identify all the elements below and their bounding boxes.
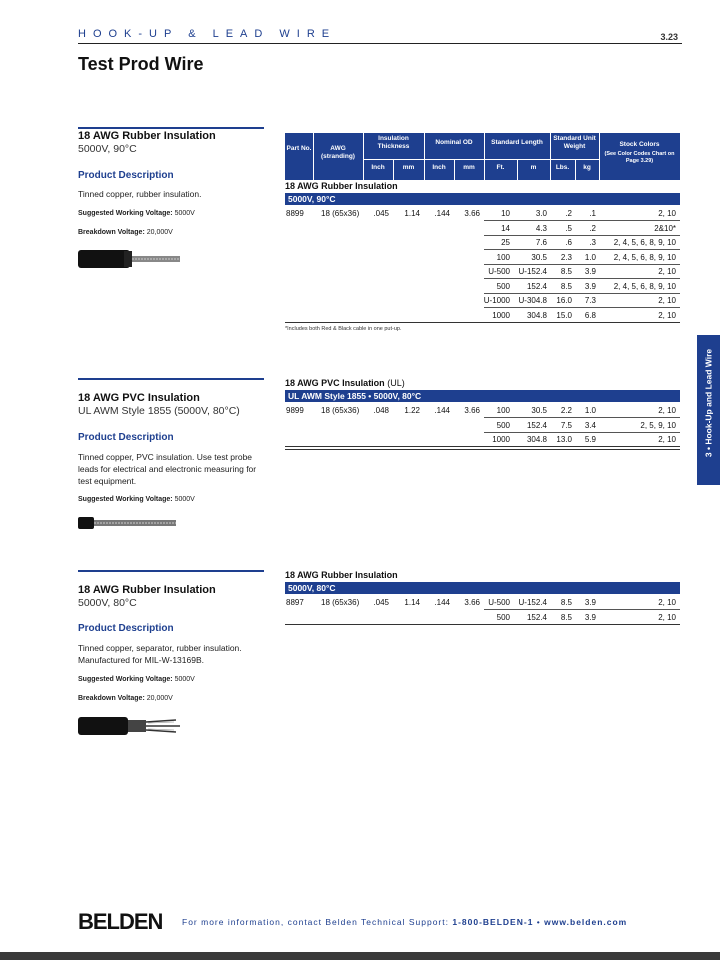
table-cell: .3 — [589, 238, 596, 247]
product-description-heading: Product Description — [78, 170, 174, 181]
wire-image-rubber-separator — [76, 714, 186, 738]
wire-image-pvc — [76, 513, 186, 533]
table-cell: .5 — [565, 223, 572, 233]
col-standard-length: Standard Length — [491, 139, 543, 146]
suggested-voltage: Suggested Working Voltage: 5000V — [78, 496, 195, 503]
breakdown-voltage: Breakdown Voltage: 20,000V — [78, 695, 173, 702]
table-cell: 8.5 — [560, 267, 572, 276]
product-description-text: Tinned copper, PVC insulation. Use test probe leads for electrical and electronic measuring for test equipment. — [78, 452, 257, 486]
side-tab-label: 3 • Hook-Up and Lead Wire — [703, 348, 714, 458]
table-cell: 2, 10 — [658, 435, 676, 444]
table-cell: 30.5 — [531, 406, 547, 415]
table-cell: U-500 — [488, 267, 510, 276]
table-cell: 2.3 — [560, 252, 572, 262]
table-cell: 3.9 — [584, 612, 596, 622]
table-cell: 3.9 — [584, 267, 596, 276]
table-cell: 8.5 — [560, 281, 572, 291]
table-row — [285, 265, 680, 279]
table-cell: 7.6 — [535, 238, 547, 247]
table-cell: 3.4 — [584, 420, 596, 430]
table-cell: 2, 10 — [658, 267, 676, 276]
suggested-voltage: Suggested Working Voltage: 5000V — [78, 676, 195, 683]
col-stock-colors-note: (See Color Codes Chart on Page 3.29) — [604, 151, 675, 164]
table-cell: 25 — [501, 238, 510, 247]
table-cell: .144 — [434, 598, 450, 607]
table-cell: 152.4 — [526, 281, 547, 291]
col-nominal-od: Nominal OD — [435, 139, 473, 146]
table-group-bar: 5000V, 90°C — [285, 193, 680, 205]
table-row — [285, 404, 680, 418]
side-tab — [697, 335, 720, 485]
table-cell: U-500 — [488, 598, 510, 607]
table-row — [285, 596, 680, 610]
table-cell: 8.5 — [560, 612, 572, 622]
sub-inch: Inch — [432, 164, 446, 171]
sub-kg: kg — [583, 164, 591, 171]
table-cell: 2, 4, 5, 6, 8, 9, 10 — [613, 238, 676, 247]
table-cell: 30.5 — [531, 252, 547, 262]
col-awg: AWG (stranding) — [321, 145, 355, 160]
table-cell: .045 — [373, 209, 389, 218]
table-cell: 2, 10 — [658, 296, 676, 305]
table-cell: 3.9 — [584, 281, 596, 291]
table-row — [285, 419, 680, 433]
table-cell: 500 — [496, 420, 510, 430]
bottom-bar — [0, 952, 720, 960]
table-cell: U-1000 — [483, 296, 510, 305]
table-group-label: 18 AWG Rubber Insulation — [285, 181, 398, 191]
header-rule — [78, 43, 682, 44]
table-cell: 2, 10 — [658, 406, 676, 415]
table-row — [285, 236, 680, 250]
table-cell: 3.66 — [464, 598, 480, 607]
section-header-title: HOOK-UP & LEAD WIRE — [78, 28, 337, 40]
table-cell: 8.5 — [560, 598, 572, 607]
table-row — [285, 251, 680, 265]
col-insulation: Insulation Thickness — [377, 135, 410, 150]
table-row — [285, 222, 680, 236]
product-description-heading: Product Description — [78, 623, 174, 634]
table-cell: 5.9 — [584, 435, 596, 444]
table-cell: 10 — [501, 209, 510, 218]
table-cell: 1.22 — [404, 406, 420, 415]
table-cell: 152.4 — [526, 420, 547, 430]
belden-logo: BELDEN — [78, 909, 163, 934]
product-subtitle: 5000V, 80°C — [78, 597, 137, 609]
table-cell: 14 — [501, 223, 510, 233]
table-cell: 3.66 — [464, 209, 480, 218]
table-cell: .1 — [589, 209, 596, 218]
breakdown-voltage: Breakdown Voltage: 20,000V — [78, 229, 173, 236]
table-cell: 2, 10 — [658, 598, 676, 607]
sub-ft: Ft. — [496, 164, 505, 171]
table-cell: .2 — [589, 223, 596, 233]
product-subtitle: UL AWM Style 1855 (5000V, 80°C) — [78, 405, 240, 417]
table-cell: U-152.4 — [518, 267, 547, 276]
suggested-voltage: Suggested Working Voltage: 5000V — [78, 210, 195, 217]
table-cell: 9899 — [286, 406, 304, 415]
table-cell: 2, 4, 5, 6, 8, 9, 10 — [613, 281, 676, 291]
table-row — [285, 309, 680, 323]
sub-mm: mm — [402, 164, 415, 171]
product-description-text: Tinned copper, separator, rubber insulation. Manufactured for MIL-W-13169B. — [78, 643, 242, 665]
table-cell: .048 — [373, 406, 389, 415]
table-cell: 500 — [496, 612, 510, 622]
table-group-label: 18 AWG Rubber Insulation — [285, 570, 398, 580]
section-rule — [78, 570, 264, 572]
table-cell: .6 — [565, 238, 572, 247]
col-unit-weight: Standard Unit Weight — [553, 135, 596, 150]
col-part-no: Part No. — [286, 145, 312, 152]
table-cell: 1.0 — [584, 252, 596, 262]
table-header — [285, 133, 680, 180]
table-row — [285, 611, 680, 625]
table-cell: .144 — [434, 209, 450, 218]
table-cell: 304.8 — [526, 310, 547, 320]
table-cell: 3.66 — [464, 406, 480, 415]
table-cell: 2, 5, 9, 10 — [640, 420, 676, 430]
sub-m: m — [530, 164, 537, 171]
table-cell: 7.5 — [560, 420, 572, 430]
table-cell: 1000 — [492, 310, 510, 320]
table-group-bar: 5000V, 80°C — [285, 582, 680, 594]
page-title: Test Prod Wire — [78, 54, 204, 74]
product-title: 18 AWG Rubber Insulation — [78, 584, 216, 596]
table-cell: 7.3 — [584, 296, 596, 305]
table-cell: 2, 10 — [658, 612, 676, 622]
product-subtitle: 5000V, 90°C — [78, 143, 137, 155]
table-cell: 1.0 — [584, 406, 596, 415]
table-cell: 8897 — [286, 598, 304, 607]
col-stock-colors: Stock Colors — [619, 141, 660, 148]
table-cell: 15.0 — [556, 310, 572, 320]
footer-contact: For more information, contact Belden Technical Support: 1-800-BELDEN-1 • www.belden.com — [182, 917, 628, 927]
table-cell: 100 — [496, 406, 510, 415]
table-cell: 2&10* — [654, 223, 676, 233]
table-cell: 18 (65x36) — [321, 598, 360, 607]
table-cell: 18 (65x36) — [321, 209, 360, 218]
sub-lbs: Lbs. — [555, 164, 570, 171]
table-cell: 6.8 — [584, 310, 596, 320]
table-cell: .144 — [434, 406, 450, 415]
table-cell: 8899 — [286, 209, 304, 218]
table-cell: 3.9 — [584, 598, 596, 607]
table-cell: U-152.4 — [518, 598, 547, 607]
table-cell: 16.0 — [556, 296, 572, 305]
table-cell: 2, 10 — [658, 209, 676, 218]
table-row — [285, 294, 680, 308]
table-row — [285, 280, 680, 294]
product-title: 18 AWG PVC Insulation — [78, 392, 200, 404]
table-cell: .045 — [373, 598, 389, 607]
product-description-text: Tinned copper, rubber insulation. — [78, 189, 202, 199]
table-group-bar: UL AWM Style 1855 • 5000V, 80°C — [285, 390, 680, 402]
table-cell: 1000 — [492, 435, 510, 444]
sub-mm: mm — [463, 164, 475, 171]
table-cell: 152.4 — [526, 612, 547, 622]
product-description-heading: Product Description — [78, 432, 174, 443]
section-rule — [78, 378, 264, 380]
table-cell: .2 — [565, 209, 572, 218]
table-cell: 3.0 — [535, 209, 547, 218]
table-cell: 2, 10 — [658, 310, 676, 320]
table-cell: 18 (65x36) — [321, 406, 360, 415]
table-cell: 100 — [496, 252, 510, 262]
sub-inch: Inch — [371, 164, 385, 171]
product-title: 18 AWG Rubber Insulation — [78, 130, 216, 142]
table-row — [285, 433, 680, 447]
page-number: 3.23 — [660, 32, 678, 42]
table-cell: 304.8 — [526, 435, 547, 444]
wire-image-rubber — [76, 247, 186, 271]
table-group-label: 18 AWG PVC Insulation (UL) — [285, 378, 405, 388]
section-rule — [78, 127, 264, 129]
table-cell: 500 — [496, 281, 510, 291]
table-cell: 4.3 — [535, 223, 547, 233]
table-cell: 2.2 — [560, 406, 572, 415]
table-cell: 1.14 — [404, 598, 420, 607]
table-footnote: *Includes both Red & Black cable in one put-up. — [285, 326, 402, 332]
table-cell: 2, 4, 5, 6, 8, 9, 10 — [613, 252, 676, 262]
table-row — [285, 207, 680, 221]
table-cell: 13.0 — [556, 435, 572, 444]
table-cell: U-304.8 — [518, 296, 547, 305]
table-cell: 1.14 — [404, 209, 420, 218]
